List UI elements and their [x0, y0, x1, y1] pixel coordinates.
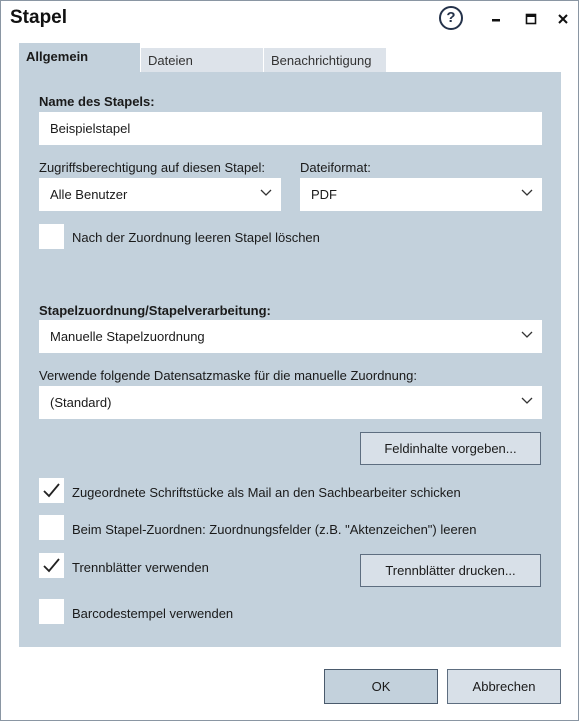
chevron-down-icon	[521, 397, 533, 405]
dialog-title: Stapel	[10, 7, 68, 28]
help-icon[interactable]: ?	[439, 6, 463, 30]
clear-fields-checkbox[interactable]	[39, 515, 64, 540]
minimize-button[interactable]	[486, 9, 506, 29]
name-input[interactable]: Beispielstapel	[39, 112, 542, 145]
tab-dateien[interactable]: Dateien	[141, 48, 264, 73]
assignment-label: Stapelzuordnung/Stapelverarbeitung:	[39, 303, 271, 318]
format-label: Dateiformat:	[300, 160, 371, 175]
name-label: Name des Stapels:	[39, 94, 155, 109]
close-icon	[553, 9, 573, 29]
mask-select[interactable]	[39, 386, 542, 419]
minimize-icon	[486, 9, 506, 29]
clear-batch-checkbox[interactable]	[39, 224, 64, 249]
maximize-button[interactable]	[521, 9, 541, 29]
separator-checkbox[interactable]	[39, 553, 64, 578]
access-label: Zugriffsberechtigung auf diesen Stapel:	[39, 160, 265, 175]
close-button[interactable]	[553, 9, 573, 29]
maximize-icon	[521, 9, 541, 29]
clear-batch-label: Nach der Zuordnung leeren Stapel löschen	[72, 230, 320, 245]
mail-checkbox[interactable]	[39, 478, 64, 503]
title-bar	[1, 1, 578, 37]
access-select[interactable]	[39, 178, 281, 211]
tab-panel-allgemein	[19, 72, 561, 647]
barcode-checkbox[interactable]	[39, 599, 64, 624]
tab-benachrichtigung[interactable]: Benachrichtigung	[264, 48, 387, 73]
checkmark-icon	[42, 481, 61, 500]
checkmark-icon	[42, 556, 61, 575]
mask-select-value: (Standard)	[50, 395, 112, 410]
tab-allgemein[interactable]: Allgemein	[19, 43, 141, 73]
separator-label: Trennblätter verwenden	[72, 560, 209, 575]
barcode-label: Barcodestempel verwenden	[72, 606, 234, 621]
format-select[interactable]	[300, 178, 542, 211]
assignment-select[interactable]	[39, 320, 542, 353]
prefill-fields-button[interactable]: Feldinhalte vorgeben...	[360, 432, 541, 465]
assignment-select-value: Manuelle Stapelzuordnung	[50, 329, 205, 344]
clear-fields-label: Beim Stapel-Zuordnen: Zuordnungsfelder (z.B. "Aktenzeichen") leeren	[72, 522, 477, 537]
chevron-down-icon	[521, 331, 533, 339]
mask-label: Verwende folgende Datensatzmaske für die manuelle Zuordnung:	[39, 368, 417, 383]
chevron-down-icon	[521, 189, 533, 197]
print-separator-button[interactable]: Trennblätter drucken...	[360, 554, 541, 587]
ok-button[interactable]: OK	[324, 669, 438, 704]
mail-label: Zugeordnete Schriftstücke als Mail an den Sachbearbeiter schicken	[72, 485, 461, 500]
access-select-value: Alle Benutzer	[50, 187, 128, 202]
chevron-down-icon	[260, 189, 272, 197]
format-select-value: PDF	[311, 187, 337, 202]
cancel-button[interactable]: Abbrechen	[447, 669, 561, 704]
